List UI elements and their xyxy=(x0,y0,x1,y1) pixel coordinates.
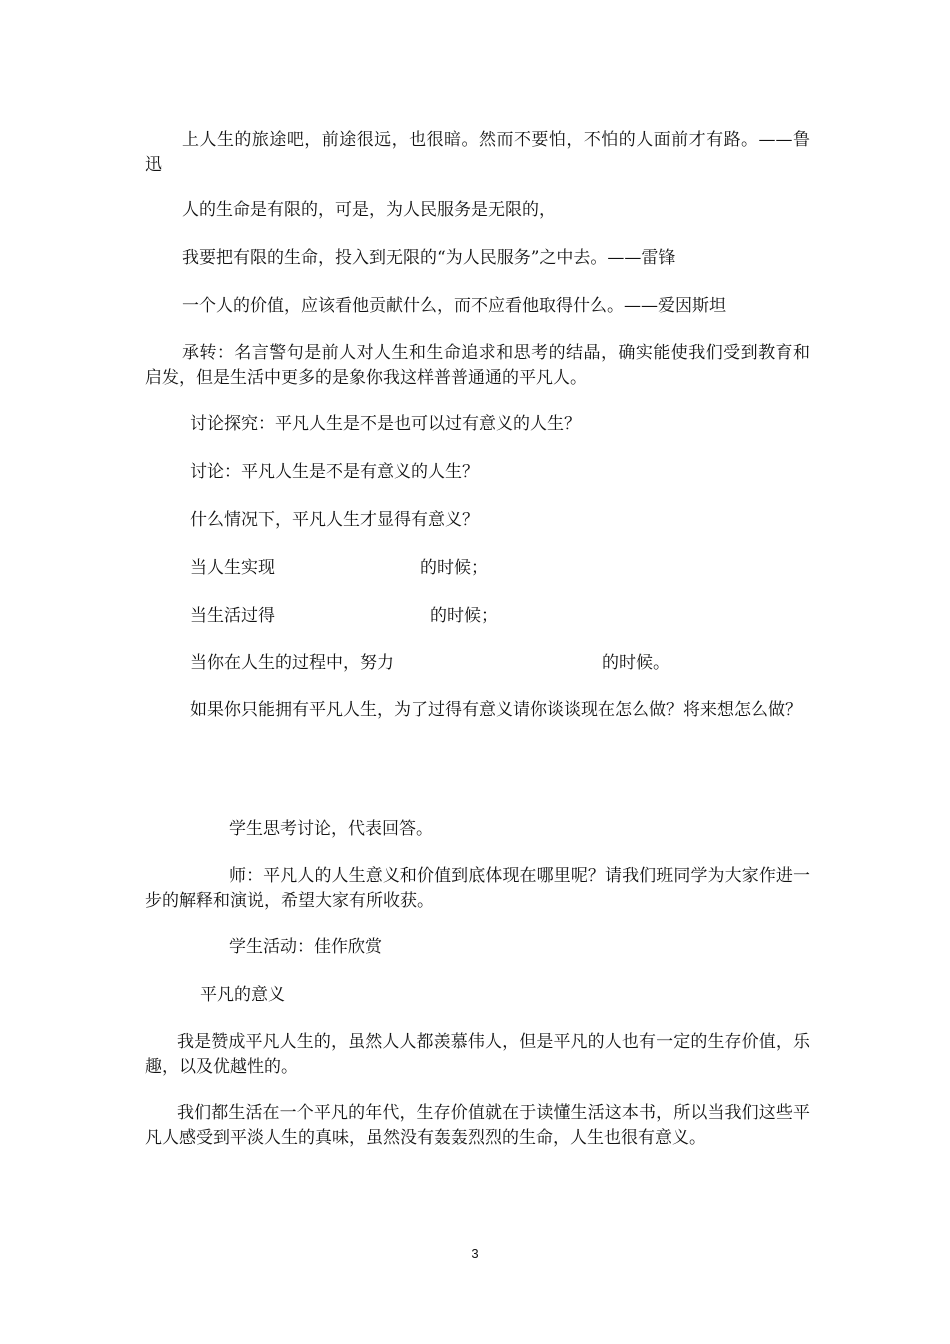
fill-blank-suffix: 的时候； xyxy=(430,606,498,626)
reflection-question: 如果你只能拥有平凡人生，为了过得有意义请你谈谈现在怎么做？将来想怎么做？ xyxy=(190,700,802,720)
fill-blank-suffix: 的时候； xyxy=(420,558,488,578)
page-number: 3 xyxy=(471,1246,479,1261)
essay-paragraph-2: 我们都生活在一个平凡的年代，生存价值就在于读懂生活这本书，所以当我们这些平凡人感受到平淡人生的真味，虽然没有轰轰烈烈的生命，人生也很有意义。 xyxy=(145,1103,810,1148)
condition-question: 什么情况下，平凡人生才显得有意义？ xyxy=(190,510,479,530)
quote-leifeng-line1: 人的生命是有限的，可是，为人民服务是无限的， xyxy=(182,200,556,220)
teacher-remark: 师：平凡人的人生意义和价值到底体现在哪里呢？请我们班同学为大家作进一步的解释和演说，希望大家有所收获。 xyxy=(145,866,810,911)
discussion-explore: 讨论探究：平凡人生是不是也可以过有意义的人生？ xyxy=(190,414,581,434)
transition-paragraph: 承转：名言警句是前人对人生和生命追求和思考的结晶，确实能使我们受到教育和启发，但是生活中更多的是象你我这样普普通通的平凡人。 xyxy=(145,343,810,388)
student-discussion: 学生思考讨论，代表回答。 xyxy=(229,819,433,839)
fill-blank-prefix: 当你在人生的过程中，努力 xyxy=(190,653,394,673)
quote-luxun: 上人生的旅途吧，前途很远，也很暗。然而不要怕，不怕的人面前才有路。——鲁迅 xyxy=(145,130,810,175)
essay-title: 平凡的意义 xyxy=(200,985,285,1005)
fill-blank-prefix: 当人生实现 xyxy=(190,558,275,578)
essay-paragraph-1: 我是赞成平凡人生的，虽然人人都羡慕伟人，但是平凡的人也有一定的生存价值，乐趣，以及优越性的。 xyxy=(145,1032,810,1077)
student-activity: 学生活动：佳作欣赏 xyxy=(229,937,382,957)
fill-blank-suffix: 的时候。 xyxy=(602,653,670,673)
fill-blank-prefix: 当生活过得 xyxy=(190,606,275,626)
quote-leifeng-line2: 我要把有限的生命，投入到无限的“为人民服务”之中去。——雷锋 xyxy=(182,248,676,268)
discussion-question: 讨论：平凡人生是不是有意义的人生？ xyxy=(190,462,479,482)
quote-einstein: 一个人的价值，应该看他贡献什么，而不应看他取得什么。——爱因斯坦 xyxy=(182,296,726,316)
